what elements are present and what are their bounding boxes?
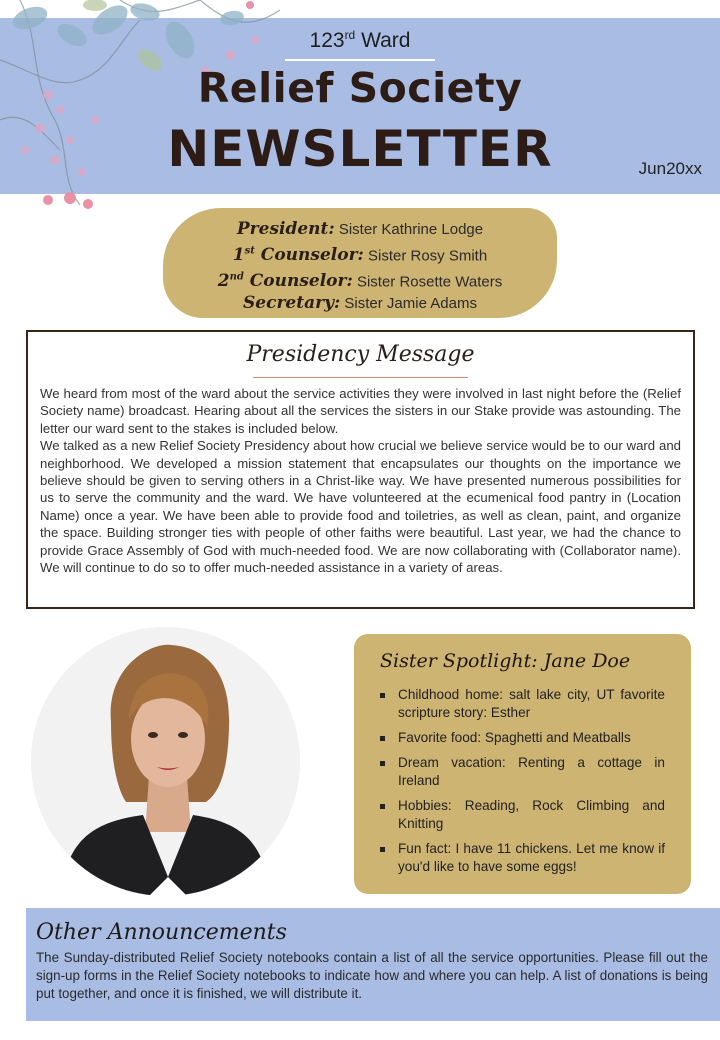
list-item: Favorite food: Spaghetti and Meatballs	[378, 729, 665, 747]
ward-title: 123rd Ward	[309, 28, 411, 52]
issue-date: Jun20xx	[638, 159, 702, 178]
list-item: Dream vacation: Renting a cottage in Ireland	[378, 754, 665, 790]
announcements-body: The Sunday-distributed Relief Society notebooks contain a list of all the service opportunities. Please fill out the sign-up forms in the Relief Society notebooks to indicate how and where you can help. A list of donations is being put together, and once it is finished, we will distribute it.	[36, 950, 708, 1001]
officer-president: President: Sister Kathrine Lodge	[236, 219, 484, 239]
officers-panel	[163, 208, 557, 318]
officer-secretary: Secretary: Sister Jamie Adams	[243, 292, 477, 313]
officer-second-counselor: 2nd Counselor: Sister Rosette Waters	[217, 271, 503, 292]
portrait-woman-icon	[31, 627, 300, 896]
officer-first-counselor: 1st Counselor: Sister Rosy Smith	[232, 245, 488, 266]
spotlight-list	[378, 686, 665, 883]
presidency-message-box	[26, 330, 695, 609]
list-item: Hobbies: Reading, Rock Climbing and Knitting	[378, 797, 665, 833]
announcements-panel	[26, 908, 720, 1021]
presidency-message-body	[40, 385, 681, 576]
announcements-title: Other Announcements	[36, 920, 287, 945]
list-item: Fun fact: I have 11 chickens. Let me know if you'd like to have some eggs!	[378, 840, 665, 876]
newsletter-title-line1: Relief Society	[197, 64, 523, 112]
presidency-paragraph-2: We talked as a new Relief Society Presidency about how crucial we believe service would be to our ward and neighborhood. We developed a mission statement that encapsulates our thoughts on the importance we believe should be given to serving others in a Christ-like way. We have presented numerous possibilities for us to serve the community and the ward. We have volunteered at the ecumenical food pantry in (Location Name) once a year. We have been able to provide food and toiletries, as well as clean, paint, and organize the space. Building stronger ties with people of other faiths were beautiful. Last year, we had the chance to provide Grace Assembly of God with much-needed food. We are now collaborating with (Collaborator name). We will continue to do so to offer much-needed assistance in a variety of areas.	[40, 438, 681, 576]
spotlight-photo	[31, 627, 300, 896]
presidency-message-title: Presidency Message	[246, 342, 475, 367]
presidency-message-underline	[253, 377, 468, 378]
newsletter-title-line2: NEWSLETTER	[167, 120, 553, 178]
ward-title-underline	[285, 59, 435, 61]
spotlight-title: Sister Spotlight: Jane Doe	[380, 650, 631, 672]
list-item: Childhood home: salt lake city, UT favorite scripture story: Esther	[378, 686, 665, 722]
sister-spotlight-panel	[354, 634, 691, 894]
presidency-paragraph-1: We heard from most of the ward about the service activities they were involved in last night before the (Relief Society name) broadcast. Hearing about all the services the sisters in our Stake provide was astounding. The letter our ward sent to the stakes is included below.	[40, 386, 681, 436]
